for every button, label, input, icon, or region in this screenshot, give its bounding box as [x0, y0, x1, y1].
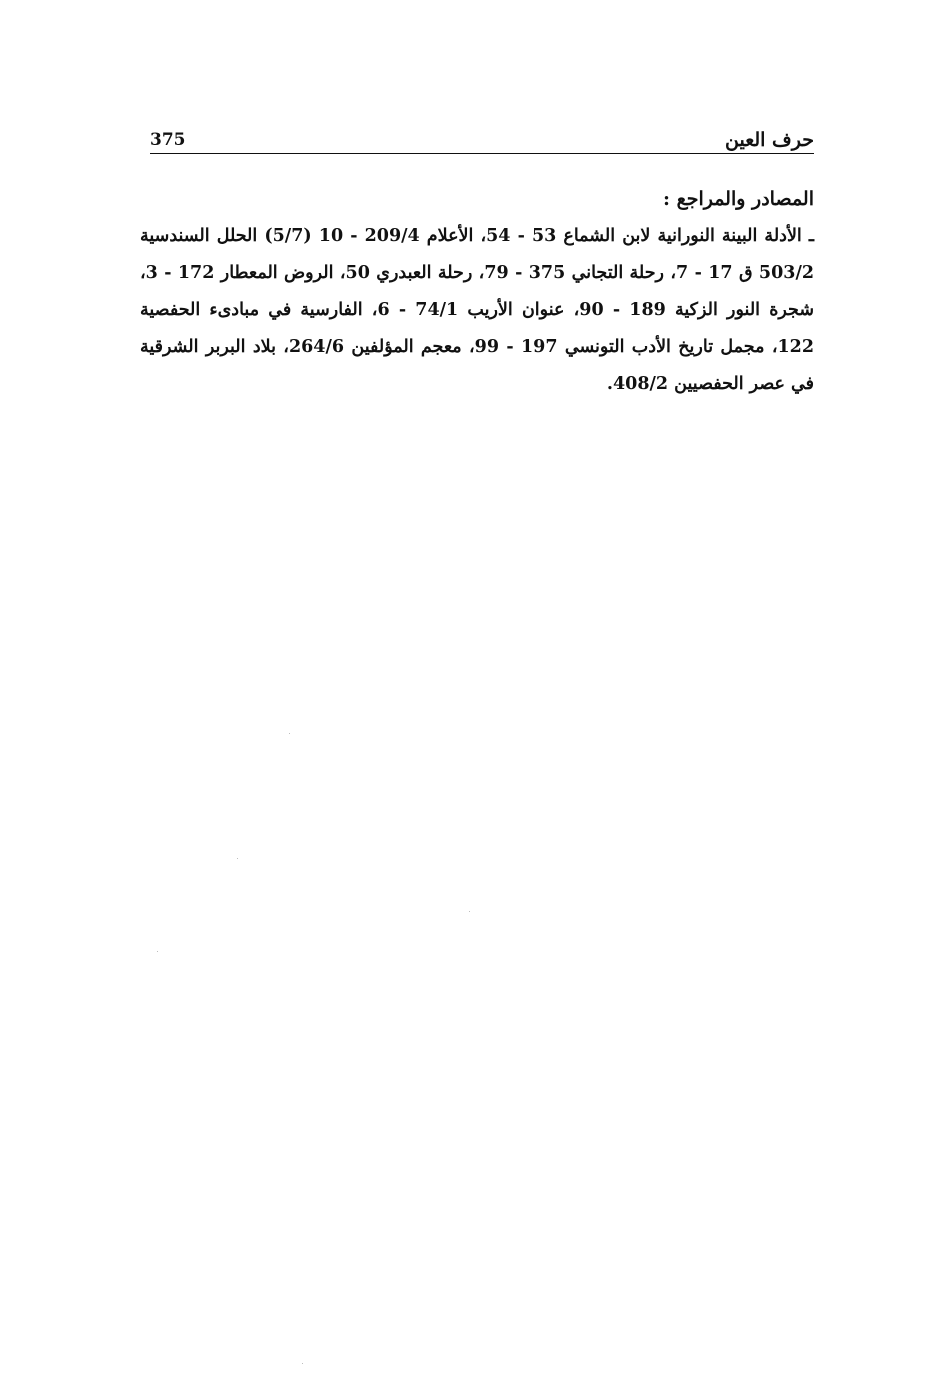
scan-speck — [289, 733, 290, 734]
page-content — [140, 182, 814, 403]
chapter-title: حرف العين — [725, 129, 814, 151]
header-divider — [150, 153, 814, 154]
references-paragraph: ـ الأدلة البينة النورانية لابن الشماع 53 - 54، الأعلام 209/4 - 10 (5/7) الحلل السندسية 503/2 ق 17 - 7، رحلة التجاني 375 - 79، رحلة العبدري 50، الروض المعطار 172 - 3، شجرة النور الزكية 189 - 90، عنوان الأريب 74/1 - 6، الفارسية في مبادىء الحفصية 122، مجمل تاريخ الأدب التونسي 197 - 99، معجم المؤلفين 264/6، بلاد البربر الشرقية في عصر الحفصيين 408/2. — [140, 226, 815, 394]
sources-heading: المصادر والمراجع : — [662, 188, 814, 210]
scan-speck — [302, 1363, 303, 1364]
page-number: 375 — [150, 130, 186, 150]
scan-speck — [237, 858, 238, 859]
page-header — [150, 128, 814, 152]
scan-speck — [157, 951, 158, 952]
scan-speck — [469, 911, 470, 912]
